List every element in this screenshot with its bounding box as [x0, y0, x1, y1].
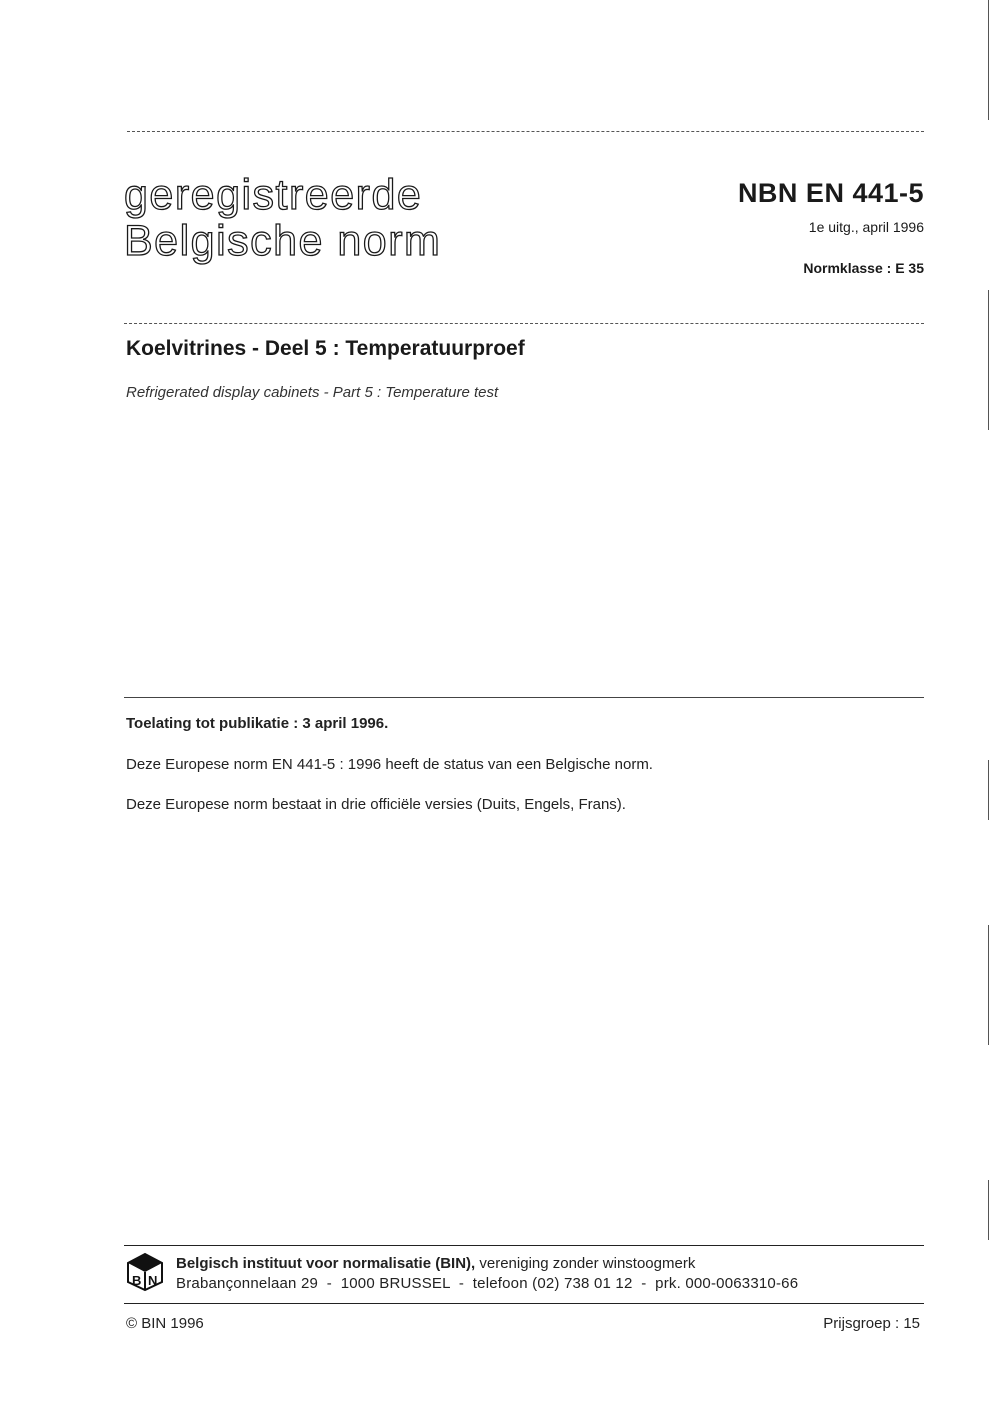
document-title-nl: Koelvitrines - Deel 5 : Temperatuurproef: [126, 337, 525, 360]
standard-code: NBN EN 441-5: [737, 178, 924, 208]
copyright: © BIN 1996: [126, 1315, 204, 1332]
footer-top-rule: [124, 1245, 924, 1246]
scan-mark-2: [988, 290, 989, 430]
org-description: vereniging zonder winstoogmerk: [475, 1255, 696, 1272]
svg-text:B: B: [132, 1273, 142, 1288]
approval-heading: Toelating tot publikatie : 3 april 1996.: [126, 715, 389, 732]
scan-mark-4: [988, 925, 989, 1045]
org-line: [176, 1255, 695, 1272]
title-rule: [124, 323, 924, 324]
scan-mark-3: [988, 760, 989, 820]
approval-paragraph-2: Deze Europese norm bestaat in drie officiële versies (Duits, Engels, Frans).: [126, 796, 626, 813]
approval-rule: [124, 697, 924, 698]
header-title-line1: geregistreerde: [124, 171, 423, 219]
svg-text:N: N: [148, 1273, 158, 1288]
scan-mark-5: [988, 1180, 989, 1240]
edition: 1e uitg., april 1996: [808, 219, 924, 235]
footer-bottom-rule: [124, 1303, 924, 1304]
top-rule: [127, 131, 924, 132]
org-name: Belgisch instituut voor normalisatie (BIN),: [176, 1255, 476, 1272]
price-group: Prijsgroep : 15: [823, 1315, 920, 1332]
scan-mark-1: [988, 0, 989, 120]
header-title-line2: Belgische norm: [124, 217, 442, 265]
document-title-en: Refrigerated display cabinets - Part 5 : Temperature test: [126, 384, 499, 401]
bin-logo-icon: [126, 1252, 164, 1292]
approval-paragraph-1: Deze Europese norm EN 441-5 : 1996 heeft de status van een Belgische norm.: [126, 756, 653, 773]
norm-class: Normklasse : E 35: [803, 260, 924, 276]
address-line: Brabançonnelaan 29 - 1000 BRUSSEL - telefoon (02) 738 01 12 - prk. 000-0063310-66: [176, 1275, 799, 1292]
